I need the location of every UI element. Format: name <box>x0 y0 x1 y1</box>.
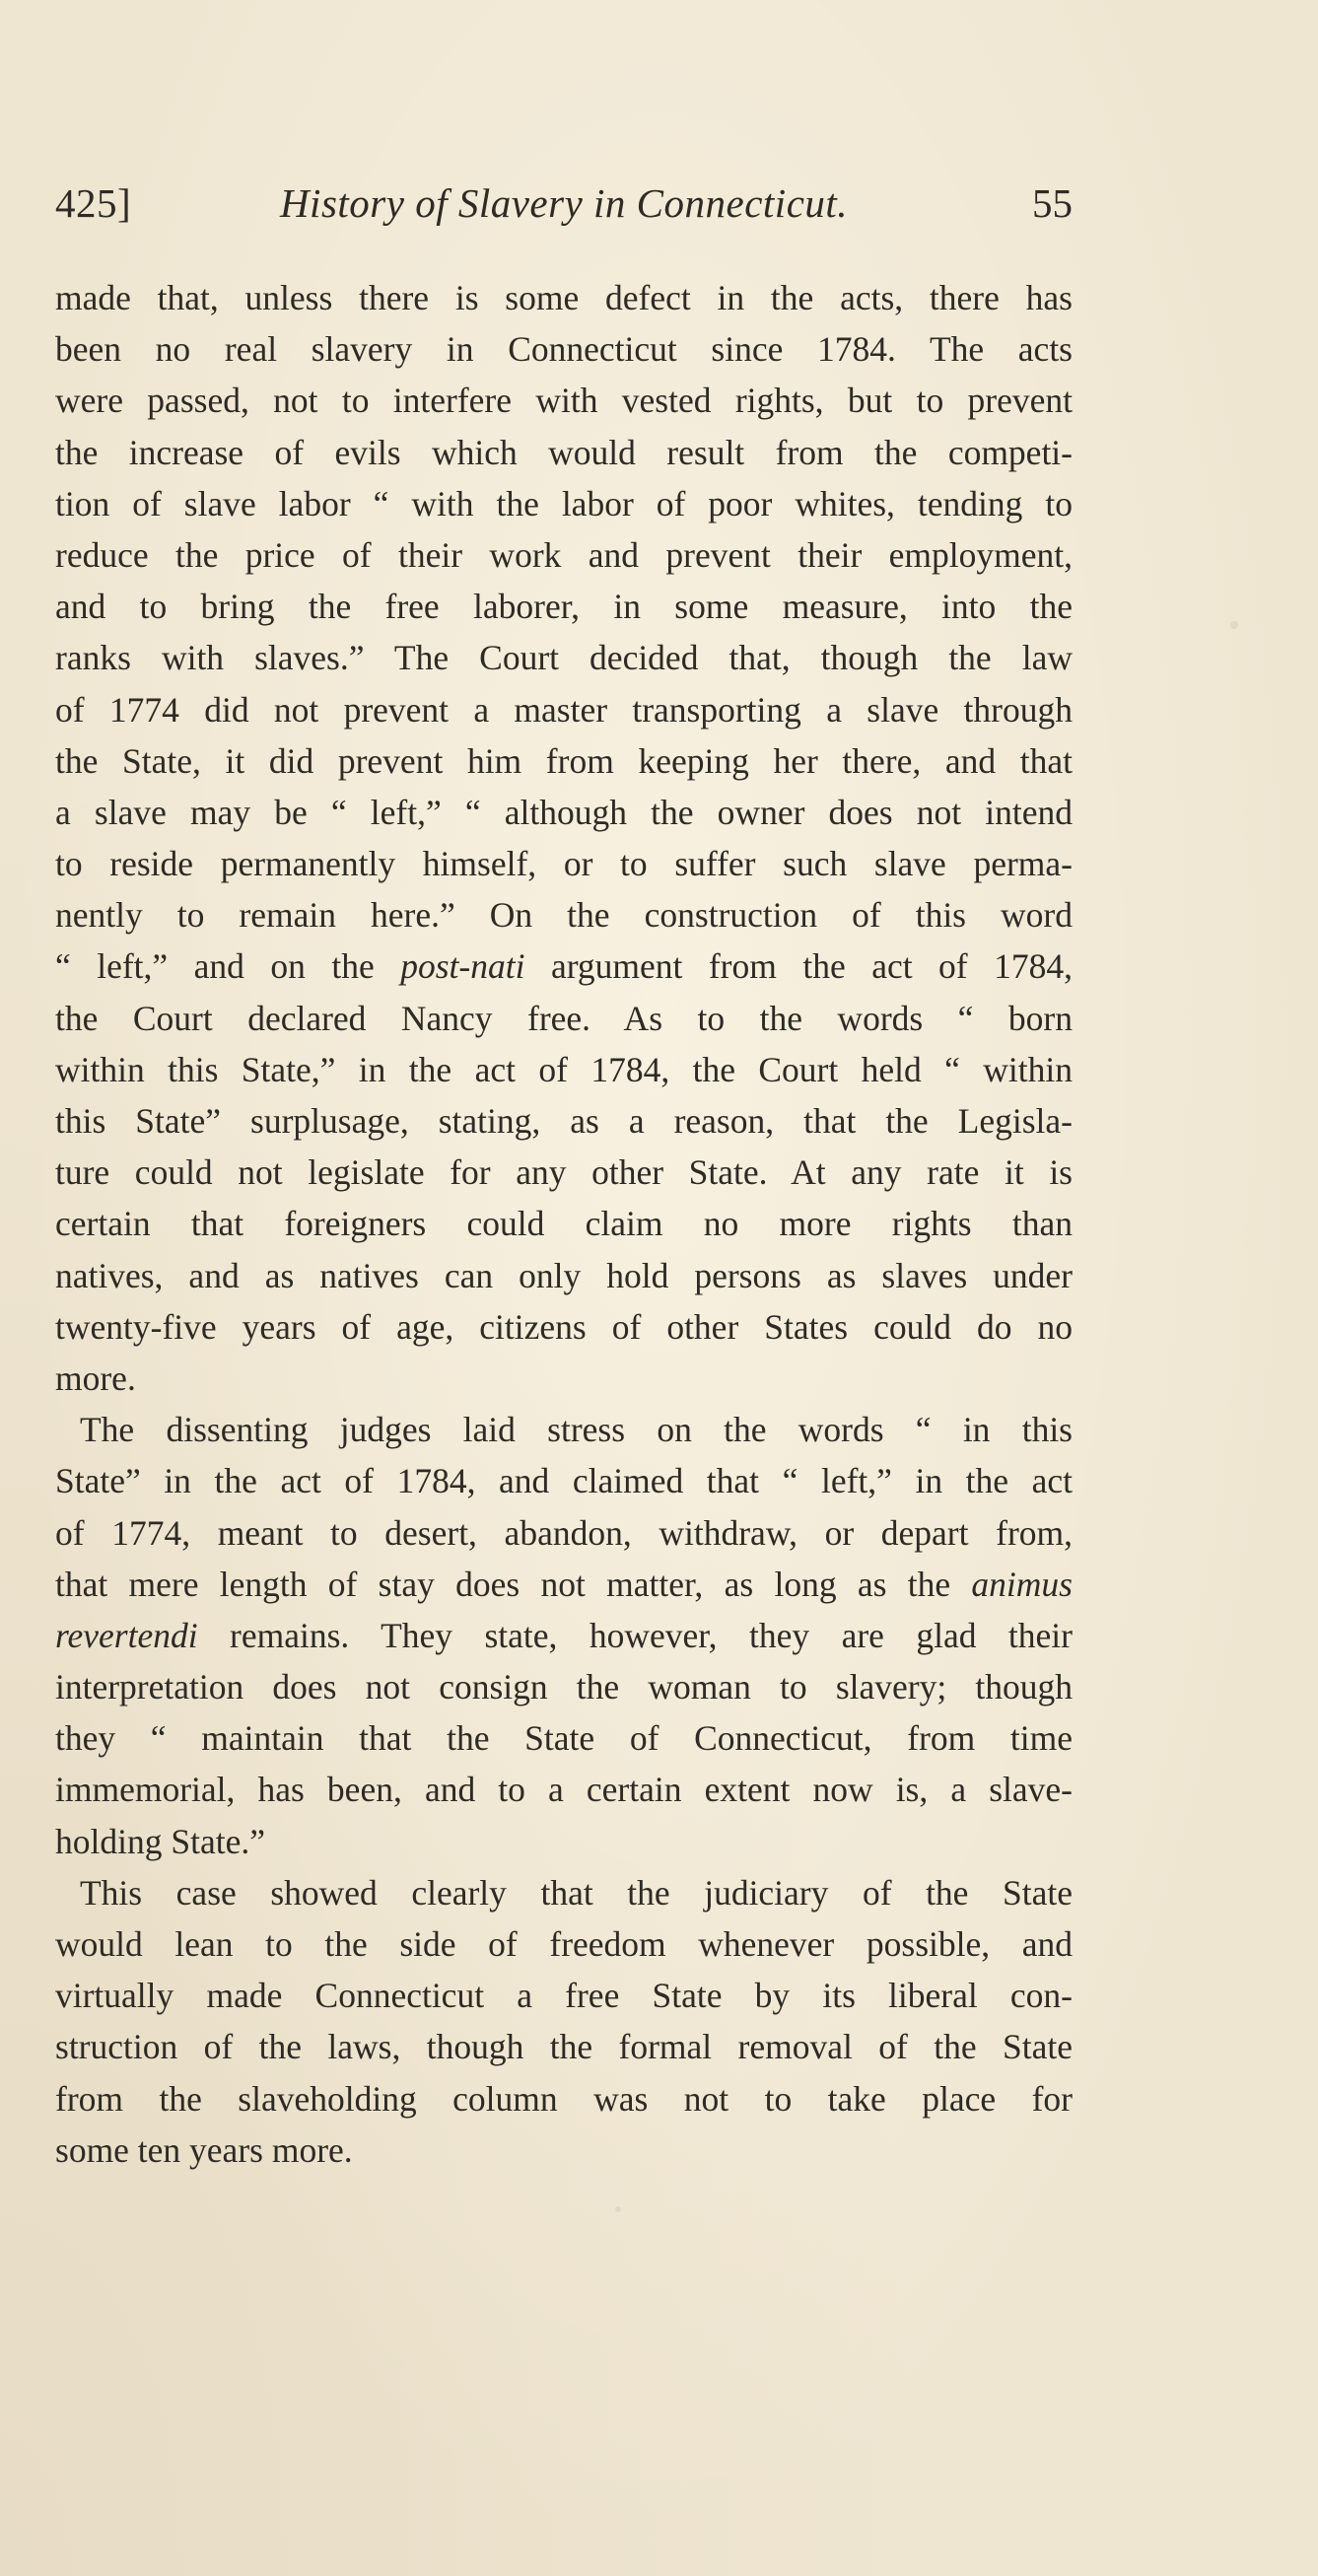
line-text: tion of slave labor “ with the labor of poor whites, tending to <box>55 483 1073 523</box>
text-line <box>55 1712 1073 1764</box>
line-text: from the slaveholding column was not to take place for <box>55 2078 1073 2119</box>
text-line <box>55 940 1073 992</box>
line-text: “ left,” and on the <box>55 946 401 987</box>
line-text: the State, it did prevent him from keeping her there, and that <box>55 740 1073 781</box>
line-text: this State” surplusage, stating, as a reason, that the Legisla- <box>55 1101 1073 1141</box>
text-line <box>55 1661 1073 1712</box>
line-text: would lean to the side of freedom whenever possible, and <box>55 1924 1073 1964</box>
line-text: the increase of evils which would result from the competi- <box>55 432 1073 472</box>
line-text: some ten years more. <box>55 2129 353 2170</box>
line-text: a slave may be “ left,” “ although the owner does not intend <box>55 792 1073 832</box>
text-line <box>55 1764 1073 1815</box>
line-text: State” in the act of 1784, and claimed that “ left,” in the act <box>55 1461 1073 1501</box>
line-text: that mere length of stay does not matter, as long as the <box>55 1564 972 1604</box>
text-line <box>55 1970 1073 2021</box>
text-line <box>55 1353 1073 1404</box>
italic-term: animus <box>971 1564 1073 1604</box>
line-text: ranks with slaves.” The Court decided that, though the law <box>55 638 1073 678</box>
paper-stain <box>615 2206 621 2212</box>
text-line <box>55 529 1073 581</box>
line-text: certain that foreigners could claim no more rights than <box>55 1204 1073 1244</box>
line-text: within this State,” in the act of 1784, the Court held “ within <box>55 1049 1073 1089</box>
text-line <box>55 1147 1073 1198</box>
text-line <box>55 1198 1073 1249</box>
text-line <box>55 993 1073 1044</box>
text-line <box>55 1404 1073 1455</box>
line-text: of 1774 did not prevent a master transporting a slave through <box>55 689 1073 730</box>
text-line <box>55 272 1073 323</box>
line-text: remains. They state, however, they are glad their <box>197 1615 1073 1655</box>
text-line <box>55 1559 1073 1610</box>
text-line <box>55 1095 1073 1147</box>
line-text: The dissenting judges laid stress on the words “ in this <box>80 1410 1073 1450</box>
line-text: made that, unless there is some defect in the acts, there has <box>55 278 1073 317</box>
text-line <box>55 787 1073 838</box>
text-line <box>55 1301 1073 1353</box>
text-line <box>55 684 1073 735</box>
text-line <box>55 581 1073 632</box>
line-text: of 1774, meant to desert, abandon, withdraw, or depart from, <box>55 1512 1073 1553</box>
page-reference: 425] <box>55 180 132 226</box>
line-text: struction of the laws, though the formal removal of the State <box>55 2027 1073 2067</box>
italic-term: post-nati <box>400 946 525 987</box>
text-line <box>55 1816 1073 1867</box>
line-text: the Court declared Nancy free. As to the words “ born <box>55 998 1073 1038</box>
line-text: interpretation does not consign the woman to slavery; though <box>55 1667 1073 1707</box>
line-text: natives, and as natives can only hold persons as slaves under <box>55 1255 1073 1295</box>
line-text: nently to remain here.” On the construction of this word <box>55 895 1073 936</box>
text-line <box>55 1455 1073 1506</box>
page-number: 55 <box>1032 180 1073 226</box>
text-line <box>55 1507 1073 1559</box>
text-line <box>55 838 1073 889</box>
text-line <box>55 2073 1073 2124</box>
text-line <box>55 2021 1073 2072</box>
text-line <box>55 375 1073 426</box>
line-text: twenty-five years of age, citizens of other States could do no <box>55 1306 1073 1347</box>
line-text: ture could not legislate for any other State. At any rate it is <box>55 1152 1073 1193</box>
line-text: immemorial, has been, and to a certain extent now is, a slave- <box>55 1770 1073 1810</box>
line-text: reduce the price of their work and prevent their employment, <box>55 534 1073 575</box>
line-text: virtually made Connecticut a free State by its liberal con- <box>55 1976 1073 2016</box>
text-line <box>55 1250 1073 1301</box>
text-line <box>55 735 1073 787</box>
line-text: holding State.” <box>55 1821 265 1861</box>
body-text <box>55 272 1073 2176</box>
line-text: were passed, not to interfere with vested rights, but to prevent <box>55 381 1073 421</box>
text-line <box>55 1918 1073 1970</box>
line-text: This case showed clearly that the judiciary of the State <box>80 1872 1073 1913</box>
text-line <box>55 1044 1073 1095</box>
text-line <box>55 2124 1073 2176</box>
line-text: argument from the act of 1784, <box>524 946 1073 987</box>
line-text: they “ maintain that the State of Connecticut, from time <box>55 1718 1073 1759</box>
line-text: to reside permanently himself, or to suffer such slave perma- <box>55 844 1073 884</box>
line-text: and to bring the free laborer, in some measure, into the <box>55 587 1073 627</box>
text-line <box>55 889 1073 940</box>
line-text: more. <box>55 1358 136 1398</box>
text-line <box>55 632 1073 683</box>
line-text: been no real slavery in Connecticut since 1784. The acts <box>55 329 1073 370</box>
text-line <box>55 427 1073 478</box>
text-line <box>55 1867 1073 1918</box>
italic-term: revertendi <box>55 1615 198 1655</box>
text-line <box>55 1610 1073 1661</box>
paper-stain <box>1230 621 1238 629</box>
running-head <box>55 174 1073 233</box>
text-line <box>55 323 1073 375</box>
running-title: History of Slavery in Connecticut. <box>279 180 849 226</box>
text-line <box>55 478 1073 529</box>
